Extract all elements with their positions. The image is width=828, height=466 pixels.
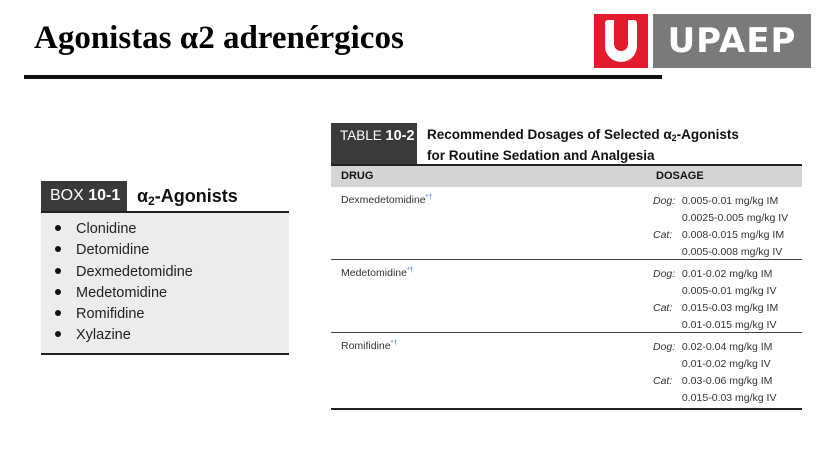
dosage-cell: Dog: 0.005-0.01 mg/kg IM 0.0025-0.005 mg/kg IV Cat: 0.008-0.015 mg/kg IM 0.005-0.008 mg/kg IV xyxy=(653,195,789,258)
box-tag-number: 10-1 xyxy=(88,187,121,204)
box-header xyxy=(41,181,289,213)
box-title-rest: -Agonists xyxy=(154,186,238,206)
drug-name: Medetomidine*† xyxy=(341,267,414,279)
list-item: Detomidine xyxy=(55,240,289,261)
dosage-cell: Dog: 0.01-0.02 mg/kg IM 0.005-0.01 mg/kg IV Cat: 0.015-0.03 mg/kg IM 0.01-0.015 mg/kg IV xyxy=(653,268,779,331)
bullet-icon xyxy=(55,331,61,337)
table-tag xyxy=(331,123,417,164)
footnote-marks: *† xyxy=(425,194,433,201)
table-title xyxy=(427,126,739,164)
table-row xyxy=(331,333,802,410)
box-title-alpha: α xyxy=(137,186,149,206)
table-title-line1: Recommended Dosages of Selected $\alpha_2$-Agonists xyxy=(427,127,739,143)
drug-name: Romifidine*† xyxy=(341,340,398,352)
dosage-cell: Dog: 0.02-0.04 mg/kg IM 0.01-0.02 mg/kg IV Cat: 0.03-0.06 mg/kg IM 0.015-0.03 mg/kg IV xyxy=(653,341,777,404)
logo-u-mark xyxy=(594,14,648,68)
table-title-line2: for Routine Sedation and Analgesia xyxy=(427,148,655,163)
table-header xyxy=(331,123,802,166)
footnote-marks: *† xyxy=(406,267,414,274)
col-header-drug: DRUG xyxy=(341,170,374,182)
dosage-table xyxy=(331,123,802,410)
footnote-marks: *† xyxy=(390,340,398,347)
bullet-icon xyxy=(55,310,61,316)
box-tag-prefix: BOX xyxy=(50,187,89,204)
col-header-dosage: DOSAGE xyxy=(656,170,704,182)
table-row xyxy=(331,260,802,333)
title-divider xyxy=(24,75,662,79)
agonist-list xyxy=(41,213,289,347)
box-alpha2-agonists xyxy=(41,181,289,355)
slide-title: Agonistas α2 adrenérgicos xyxy=(34,20,404,56)
table-tag-prefix: TABLE xyxy=(340,128,386,143)
list-item: Romifidine xyxy=(55,304,289,325)
box-tag xyxy=(41,181,127,211)
bullet-icon xyxy=(55,268,61,274)
column-headers xyxy=(331,166,802,187)
drug-name: Dexmedetomidine*† xyxy=(341,194,433,206)
upaep-logo xyxy=(594,14,811,68)
box-title-sub: 2 xyxy=(148,194,155,208)
bullet-icon xyxy=(55,289,61,295)
bullet-icon xyxy=(55,246,61,252)
list-item: Xylazine xyxy=(55,325,289,346)
table-row xyxy=(331,187,802,260)
bullet-icon xyxy=(55,225,61,231)
list-item: Medetomidine xyxy=(55,283,289,304)
table-tag-number: 10-2 xyxy=(385,128,415,144)
list-item: Dexmedetomidine xyxy=(55,262,289,283)
logo-wordmark: UPAEP xyxy=(653,14,811,68)
list-item: Clonidine xyxy=(55,219,289,240)
box-title xyxy=(137,181,238,211)
